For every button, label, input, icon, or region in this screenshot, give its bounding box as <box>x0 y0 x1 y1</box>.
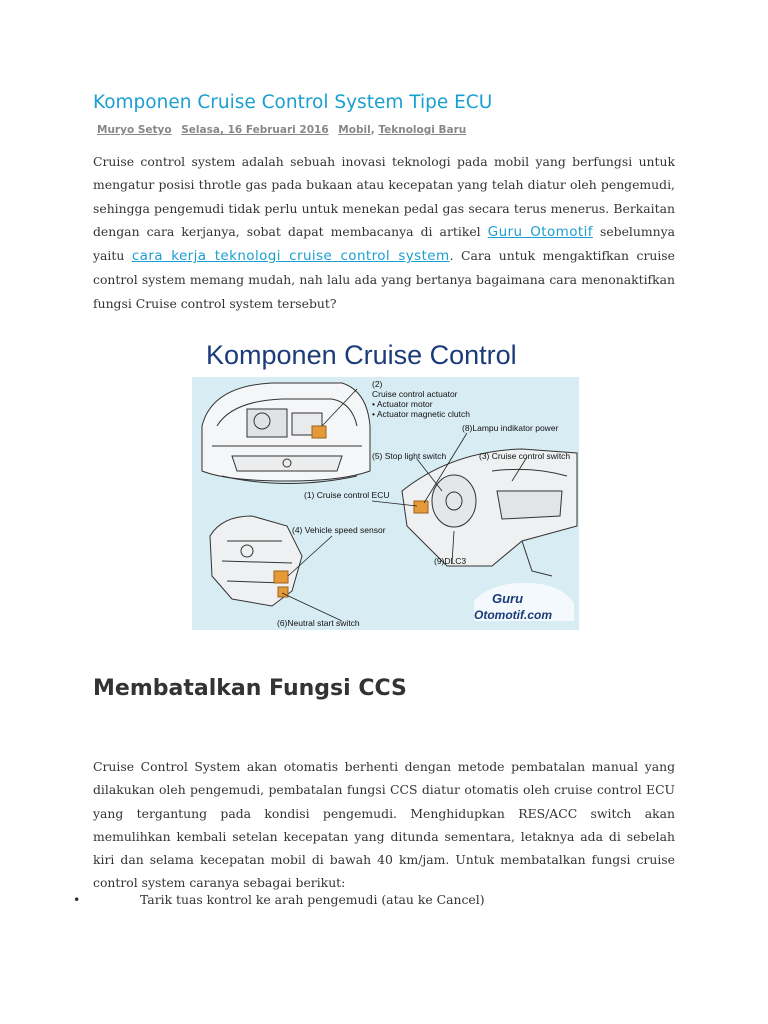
intro-paragraph <box>93 150 675 315</box>
logo-line1: Guru <box>492 591 524 606</box>
category-separator: , <box>370 124 375 136</box>
intro-text-c: . Cara untuk mengaktifkan cruise control system memang mudah, nah lalu ada yang bertanya bagaimana cara menonaktifkan fungsi Cruise control system tersebut? <box>93 248 676 311</box>
logo-line2: Otomotif.com <box>474 608 552 622</box>
cruise-control-diagram <box>192 331 579 630</box>
label-stop-light: (5) Stop light switch <box>372 451 447 461</box>
date-link[interactable]: Selasa, 16 Februari 2016 <box>181 124 329 136</box>
bullet-marker: • <box>73 892 81 907</box>
list-item-text: Tarik tuas kontrol ke arah pengemudi (atau ke Cancel) <box>140 892 485 907</box>
label-dlc3: (9)DLC3 <box>434 556 467 566</box>
label-cruise-switch: (3) Cruise control switch <box>479 451 571 461</box>
dashboard-illustration <box>402 449 577 576</box>
intro-text-a: Cruise control system adalah sebuah inovasi teknologi pada mobil yang berfungsi untuk mengatur posisi throtle gas pada bukaan atau kecepatan yang telah diatur oleh pengemudi, sehingga pengemudi tidak perlu untuk menekan pedal gas secara terus menerus. Berkaitan dengan cara kerjanya, sobat dapat membacanya di artikel <box>93 154 675 239</box>
label-ecu: (1) Cruise control ECU <box>304 490 390 500</box>
transmission-illustration <box>210 516 302 606</box>
label-actuator-num: (2) <box>372 379 383 389</box>
label-indicator: (8)Lampu indikator power <box>462 423 559 433</box>
label-neutral: (6)Neutral start switch <box>277 618 360 628</box>
post-meta <box>97 124 466 136</box>
guru-otomotif-link[interactable]: Guru Otomotif <box>487 223 593 240</box>
label-speed-sensor: (4) Vehicle speed sensor <box>292 525 386 535</box>
label-actuator-motor: • Actuator motor <box>372 399 433 409</box>
diagram-title: Komponen Cruise Control <box>206 340 517 370</box>
engine-bay-illustration <box>202 383 370 484</box>
author-link[interactable]: Muryo Setyo <box>97 124 172 136</box>
guru-otomotif-logo <box>474 583 574 622</box>
section-paragraph: Cruise Control System akan otomatis berhenti dengan metode pembatalan manual yang dilakukan oleh pengemudi, pembatalan fungsi CCS diatur otomatis oleh cruise control ECU yang tergantung pada kondisi pengemudi. Menghidupkan RES/ACC switch akan memulihkan kembali setelan kecepatan yang ditunda sementara, letaknya ada di sebelah kiri dan selama kecepatan mobil di bawah 40 km/jam. Untuk membatalkan fungsi cruise control system caranya sebagai berikut: <box>93 759 675 891</box>
category-link-mobil[interactable]: Mobil <box>338 124 371 136</box>
label-actuator: Cruise control actuator <box>372 389 458 399</box>
category-link-teknologi[interactable]: Teknologi Baru <box>378 124 467 136</box>
list-item <box>73 889 693 911</box>
cancel-steps-list <box>73 889 693 911</box>
label-actuator-clutch: • Actuator magnetic clutch <box>372 409 470 419</box>
diagram-svg <box>192 331 579 630</box>
section-heading: Membatalkan Fungsi CCS <box>93 676 407 701</box>
cara-kerja-link[interactable]: cara kerja teknologi cruise control system <box>131 248 450 265</box>
intro-text-b: sebelumnya yaitu <box>93 223 675 264</box>
post-title[interactable]: Komponen Cruise Control System Tipe ECU <box>93 92 493 113</box>
